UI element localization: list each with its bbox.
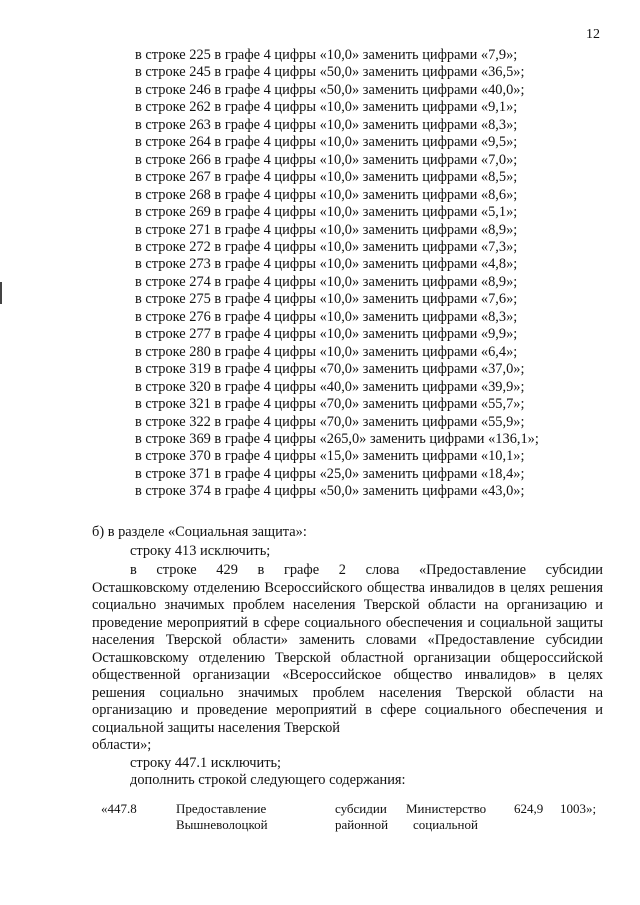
replacement-item: в строке 274 в графе 4 цифры «10,0» заменить цифрами «8,9»; <box>135 273 518 290</box>
row-ministry-line1: Министерство <box>406 801 487 816</box>
replacement-item: в строке 321 в графе 4 цифры «70,0» заменить цифрами «55,7»; <box>135 396 525 413</box>
replacement-item: в строке 275 в графе 4 цифры «10,0» заменить цифрами «7,6»; <box>135 291 518 308</box>
replacement-item: в строке 370 в графе 4 цифры «15,0» заменить цифрами «10,1»; <box>135 448 525 465</box>
binder-mark <box>0 282 2 304</box>
replacement-item: в строке 319 в графе 4 цифры «70,0» заменить цифрами «37,0»; <box>135 361 525 378</box>
replacement-item: в строке 225 в графе 4 цифры «10,0» заменить цифрами «7,9»; <box>135 47 518 63</box>
replacement-item: в строке 267 в графе 4 цифры «10,0» заменить цифрами «8,5»; <box>135 169 518 186</box>
replacement-item: в строке 371 в графе 4 цифры «25,0» заменить цифрами «18,4»; <box>135 465 525 482</box>
row-ministry-line2: социальной <box>413 817 478 832</box>
replacement-item: в строке 271 в графе 4 цифры «10,0» заменить цифрами «8,9»; <box>135 221 518 238</box>
row-429-first-line: в строке 429 в графе 2 слова «Предоставление субсидии <box>130 562 603 578</box>
replacement-item: в строке 268 в графе 4 цифры «10,0» заменить цифрами «8,6»; <box>135 186 518 203</box>
replacement-item: в строке 246 в графе 4 цифры «50,0» заменить цифрами «40,0»; <box>135 81 525 98</box>
replacement-item: в строке 262 в графе 4 цифры «10,0» заменить цифрами «9,1»; <box>135 99 518 116</box>
row-code: 1003»; <box>560 801 597 816</box>
row-number: «447.8 <box>101 801 137 816</box>
add-row-intro: дополнить строкой следующего содержания: <box>130 772 406 788</box>
exclude-row-447-1: строку 447.1 исключить; <box>130 754 282 771</box>
replacement-list <box>135 47 539 501</box>
replacement-item: в строке 322 в графе 4 цифры «70,0» заменить цифрами «55,9»; <box>135 413 525 430</box>
replacement-item: в строке 245 в графе 4 цифры «50,0» заменить цифрами «36,5»; <box>135 64 525 81</box>
replacement-item: в строке 263 в графе 4 цифры «10,0» заменить цифрами «8,3»; <box>135 116 518 133</box>
row-subsidy-line1: субсидии <box>335 801 387 816</box>
replacement-item: в строке 369 в графе 4 цифры «265,0» заменить цифрами «136,1»; <box>135 430 539 447</box>
replacement-item: в строке 266 в графе 4 цифры «10,0» заменить цифрами «7,0»; <box>135 151 518 168</box>
replacement-item: в строке 374 в графе 4 цифры «50,0» заменить цифрами «43,0»; <box>135 483 525 500</box>
section-b-heading: б) в разделе «Социальная защита»: <box>92 524 307 540</box>
row-429-text: Осташковскому отделению Всероссийского общества инвалидов в целях решения социально значимых проблем населения Тверской области на организацию и проведение мероприятий в сфере социального обеспечения и социальной защиты населения Тверской области» заменить словами «Предоставление субсидии Осташковскому отделению Тверской областной организации общероссийской общественной организации «Всероссийское общество инвалидов» в целях решения социально значимых проблем населения Тверской области на организацию и проведение мероприятий в сфере социального обеспечения и социальной защиты населения Тверской <box>92 579 603 736</box>
replacement-item: в строке 276 в графе 4 цифры «10,0» заменить цифрами «8,3»; <box>135 308 518 325</box>
replacement-item: в строке 320 в графе 4 цифры «40,0» заменить цифрами «39,9»; <box>135 378 525 395</box>
replacement-item: в строке 269 в графе 4 цифры «10,0» заменить цифрами «5,1»; <box>135 204 518 221</box>
row-name-line2: Вышневолоцкой <box>176 817 268 832</box>
page-number: 12 <box>586 27 600 42</box>
row-name-line1: Предоставление <box>176 801 267 816</box>
row-429-last-line: области»; <box>92 737 152 753</box>
replacement-item: в строке 273 в графе 4 цифры «10,0» заменить цифрами «4,8»; <box>135 256 518 273</box>
exclude-row-413: строку 413 исключить; <box>130 543 271 559</box>
replacement-item: в строке 264 в графе 4 цифры «10,0» заменить цифрами «9,5»; <box>135 134 518 151</box>
row-amount: 624,9 <box>514 801 544 816</box>
row-429-body <box>92 580 603 738</box>
replacement-item: в строке 280 в графе 4 цифры «10,0» заменить цифрами «6,4»; <box>135 343 518 360</box>
replacement-item: в строке 272 в графе 4 цифры «10,0» заменить цифрами «7,3»; <box>135 238 518 255</box>
replacement-item: в строке 277 в графе 4 цифры «10,0» заменить цифрами «9,9»; <box>135 326 518 343</box>
row-subsidy-line2: районной <box>335 817 389 832</box>
